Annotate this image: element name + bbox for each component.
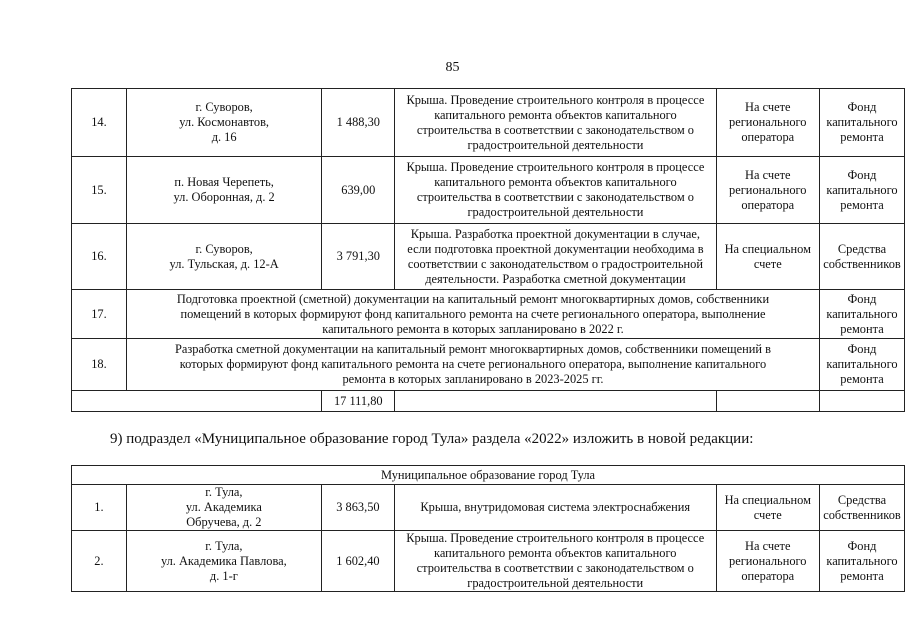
table-row	[72, 485, 905, 531]
address-cell: п. Новая Черепеть, ул. Оборонная, д. 2	[126, 157, 321, 224]
table-row	[72, 224, 905, 290]
address-cell: г. Суворов, ул. Тульская, д. 12-А	[126, 224, 321, 290]
total-amount: 17 111,80	[322, 391, 395, 412]
account-cell: На счете регионального оператора	[716, 157, 819, 224]
source-cell: Фонд капитального ремонта	[819, 290, 904, 339]
address-cell: г. Суворов, ул. Космонавтов, д. 16	[126, 89, 321, 157]
section-heading: 9) подраздел «Муниципальное образование город Тула» раздела «2022» изложить в новой редакции:	[110, 431, 754, 447]
work-cell: Крыша. Проведение строительного контроля в процессе капитального ремонта объектов капитального строительства в соответствии с законодательством о градостроительной деятельности	[395, 89, 716, 157]
source-cell: Фонд капитального ремонта	[819, 531, 904, 592]
merged-description-cell: Подготовка проектной (сметной) документации на капитальный ремонт многоквартирных домов, собственники помещений в которых формируют фонд капитального ремонта на счете регионального оператора, выполнение капитального ремонта в которых запланировано в 2022 г.	[126, 290, 819, 339]
empty-cell	[395, 391, 716, 412]
table-row	[72, 157, 905, 224]
source-cell: Фонд капитального ремонта	[819, 89, 904, 157]
row-number: 2.	[72, 531, 127, 592]
address-cell: г. Тула, ул. Академика Обручева, д. 2	[126, 485, 321, 531]
empty-cell	[819, 391, 904, 412]
account-cell: На счете регионального оператора	[716, 531, 819, 592]
amount-cell: 3 863,50	[321, 485, 394, 531]
work-cell: Крыша. Проведение строительного контроля в процессе капитального ремонта объектов капитального строительства в соответствии с законодательством о градостроительной деятельности	[395, 157, 716, 224]
table-row	[72, 89, 905, 157]
table-title: Муниципальное образование город Тула	[72, 466, 905, 485]
source-cell: Средства собственников	[819, 485, 904, 531]
empty-cell	[72, 391, 322, 412]
row-number: 15.	[72, 157, 127, 224]
account-cell: На специальном счете	[716, 485, 819, 531]
account-cell: На счете регионального оператора	[716, 89, 819, 157]
repair-table-suvorov	[71, 88, 905, 412]
row-number: 18.	[72, 339, 127, 391]
source-cell: Фонд капитального ремонта	[819, 157, 904, 224]
table-row	[72, 290, 905, 339]
account-cell: На специальном счете	[716, 224, 819, 290]
table-row	[72, 531, 905, 592]
work-cell: Крыша. Проведение строительного контроля в процессе капитального ремонта объектов капитального строительства в соответствии с законодательством о градостроительной деятельности	[394, 531, 716, 592]
amount-cell: 639,00	[322, 157, 395, 224]
amount-cell: 3 791,30	[322, 224, 395, 290]
total-row	[72, 391, 905, 412]
source-cell: Средства собственников	[819, 224, 904, 290]
empty-cell	[716, 391, 819, 412]
address-cell: г. Тула, ул. Академика Павлова, д. 1-г	[126, 531, 321, 592]
work-cell: Крыша, внутридомовая система электроснабжения	[394, 485, 716, 531]
source-cell: Фонд капитального ремонта	[819, 339, 904, 391]
amount-cell: 1 488,30	[322, 89, 395, 157]
page-number: 85	[445, 60, 460, 75]
row-number: 1.	[72, 485, 127, 531]
repair-table-tula	[71, 465, 905, 592]
row-number: 16.	[72, 224, 127, 290]
merged-description-cell: Разработка сметной документации на капитальный ремонт многоквартирных домов, собственники помещений в которых формируют фонд капитального ремонта на счете регионального оператора, выполнение капитального ремонта в которых запланировано в 2023-2025 гг.	[126, 339, 819, 391]
amount-cell: 1 602,40	[321, 531, 394, 592]
table-row	[72, 339, 905, 391]
row-number: 14.	[72, 89, 127, 157]
table-title-row	[72, 466, 905, 485]
work-cell: Крыша. Разработка проектной документации в случае, если подготовка проектной документации необходима в соответствии с законодательством о градостроительной деятельности. Разработка сметной документации	[395, 224, 716, 290]
row-number: 17.	[72, 290, 127, 339]
